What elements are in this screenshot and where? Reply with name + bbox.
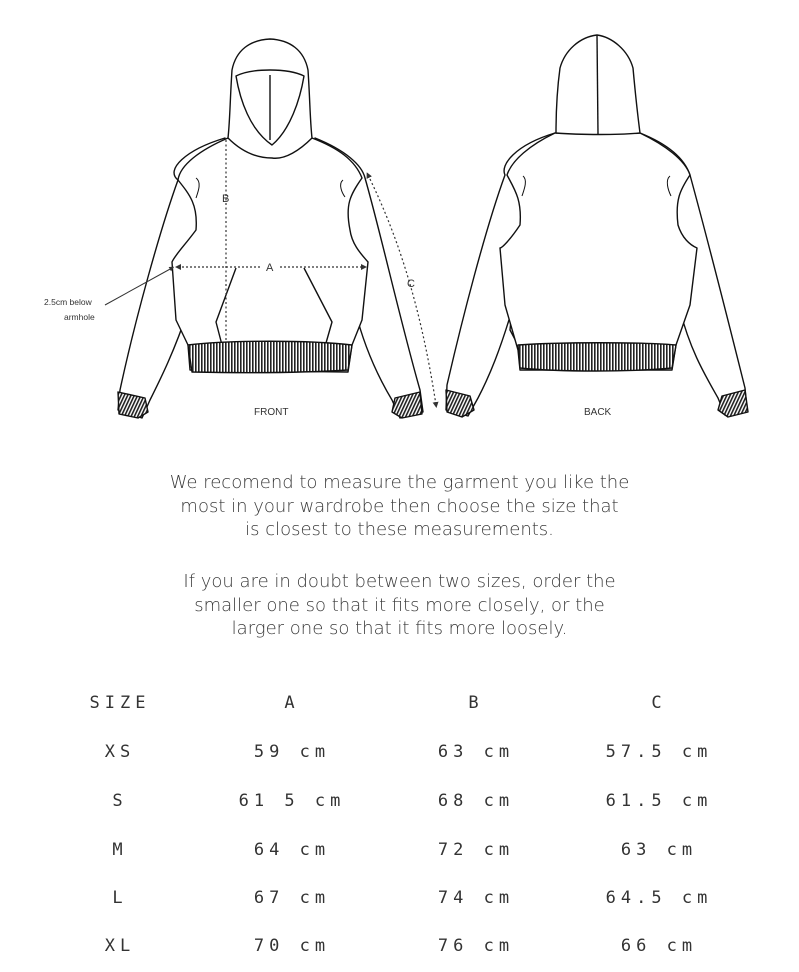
size-cell: M [112, 840, 128, 860]
size-cell: L [112, 888, 128, 908]
measuring-advice [0, 471, 799, 542]
table-row [0, 888, 799, 918]
front-hoodie-sketch [118, 39, 423, 418]
table-row [0, 791, 799, 821]
advice-line: most in your wardrobe then choose the size that [180, 495, 619, 517]
b-cell: 72 cm [437, 840, 515, 860]
table-row [0, 742, 799, 772]
measure-label-b: B [222, 193, 230, 205]
size-cell: XL [104, 936, 136, 956]
table-row [0, 840, 799, 870]
table-header-row [0, 693, 799, 723]
table-row [0, 936, 799, 966]
a-cell: 70 cm [253, 936, 331, 956]
b-cell: 63 cm [437, 742, 515, 762]
c-cell: 63 cm [620, 840, 698, 860]
annotation-line2: armhole [64, 312, 95, 322]
b-cell: 68 cm [437, 791, 515, 811]
c-cell: 57.5 cm [605, 742, 713, 762]
header-b: B [468, 693, 484, 713]
a-cell: 64 cm [253, 840, 331, 860]
sizing-doubt-advice [0, 570, 799, 641]
c-cell: 66 cm [620, 936, 698, 956]
front-label: FRONT [254, 407, 289, 418]
measure-label-a: A [266, 262, 274, 274]
header-c: C [651, 693, 667, 713]
b-cell: 76 cm [437, 936, 515, 956]
size-cell: XS [104, 742, 136, 762]
advice-line: is closest to these measurements. [245, 519, 554, 540]
header-size: SIZE [89, 693, 151, 713]
annotation-line1: 2.5cm below [44, 297, 92, 307]
a-cell: 59 cm [253, 742, 331, 762]
a-cell: 67 cm [253, 888, 331, 908]
c-cell: 61.5 cm [605, 791, 713, 811]
back-hoodie-sketch [446, 35, 748, 417]
advice-line: smaller one so that it fits more closely, or the [194, 594, 605, 616]
advice-line: larger one so that it fits more loosely. [231, 618, 568, 639]
hoodie-measurement-diagram [0, 0, 799, 440]
a-cell: 61 5 cm [238, 791, 346, 811]
header-a: A [284, 693, 300, 713]
measure-label-c: C [407, 278, 415, 290]
advice-line: If you are in doubt between two sizes, order the [183, 571, 616, 592]
c-cell: 64.5 cm [605, 888, 713, 908]
back-label: BACK [584, 407, 612, 418]
b-cell: 74 cm [437, 888, 515, 908]
advice-line: We recomend to measure the garment you like the [169, 472, 630, 493]
size-cell: S [112, 791, 128, 811]
